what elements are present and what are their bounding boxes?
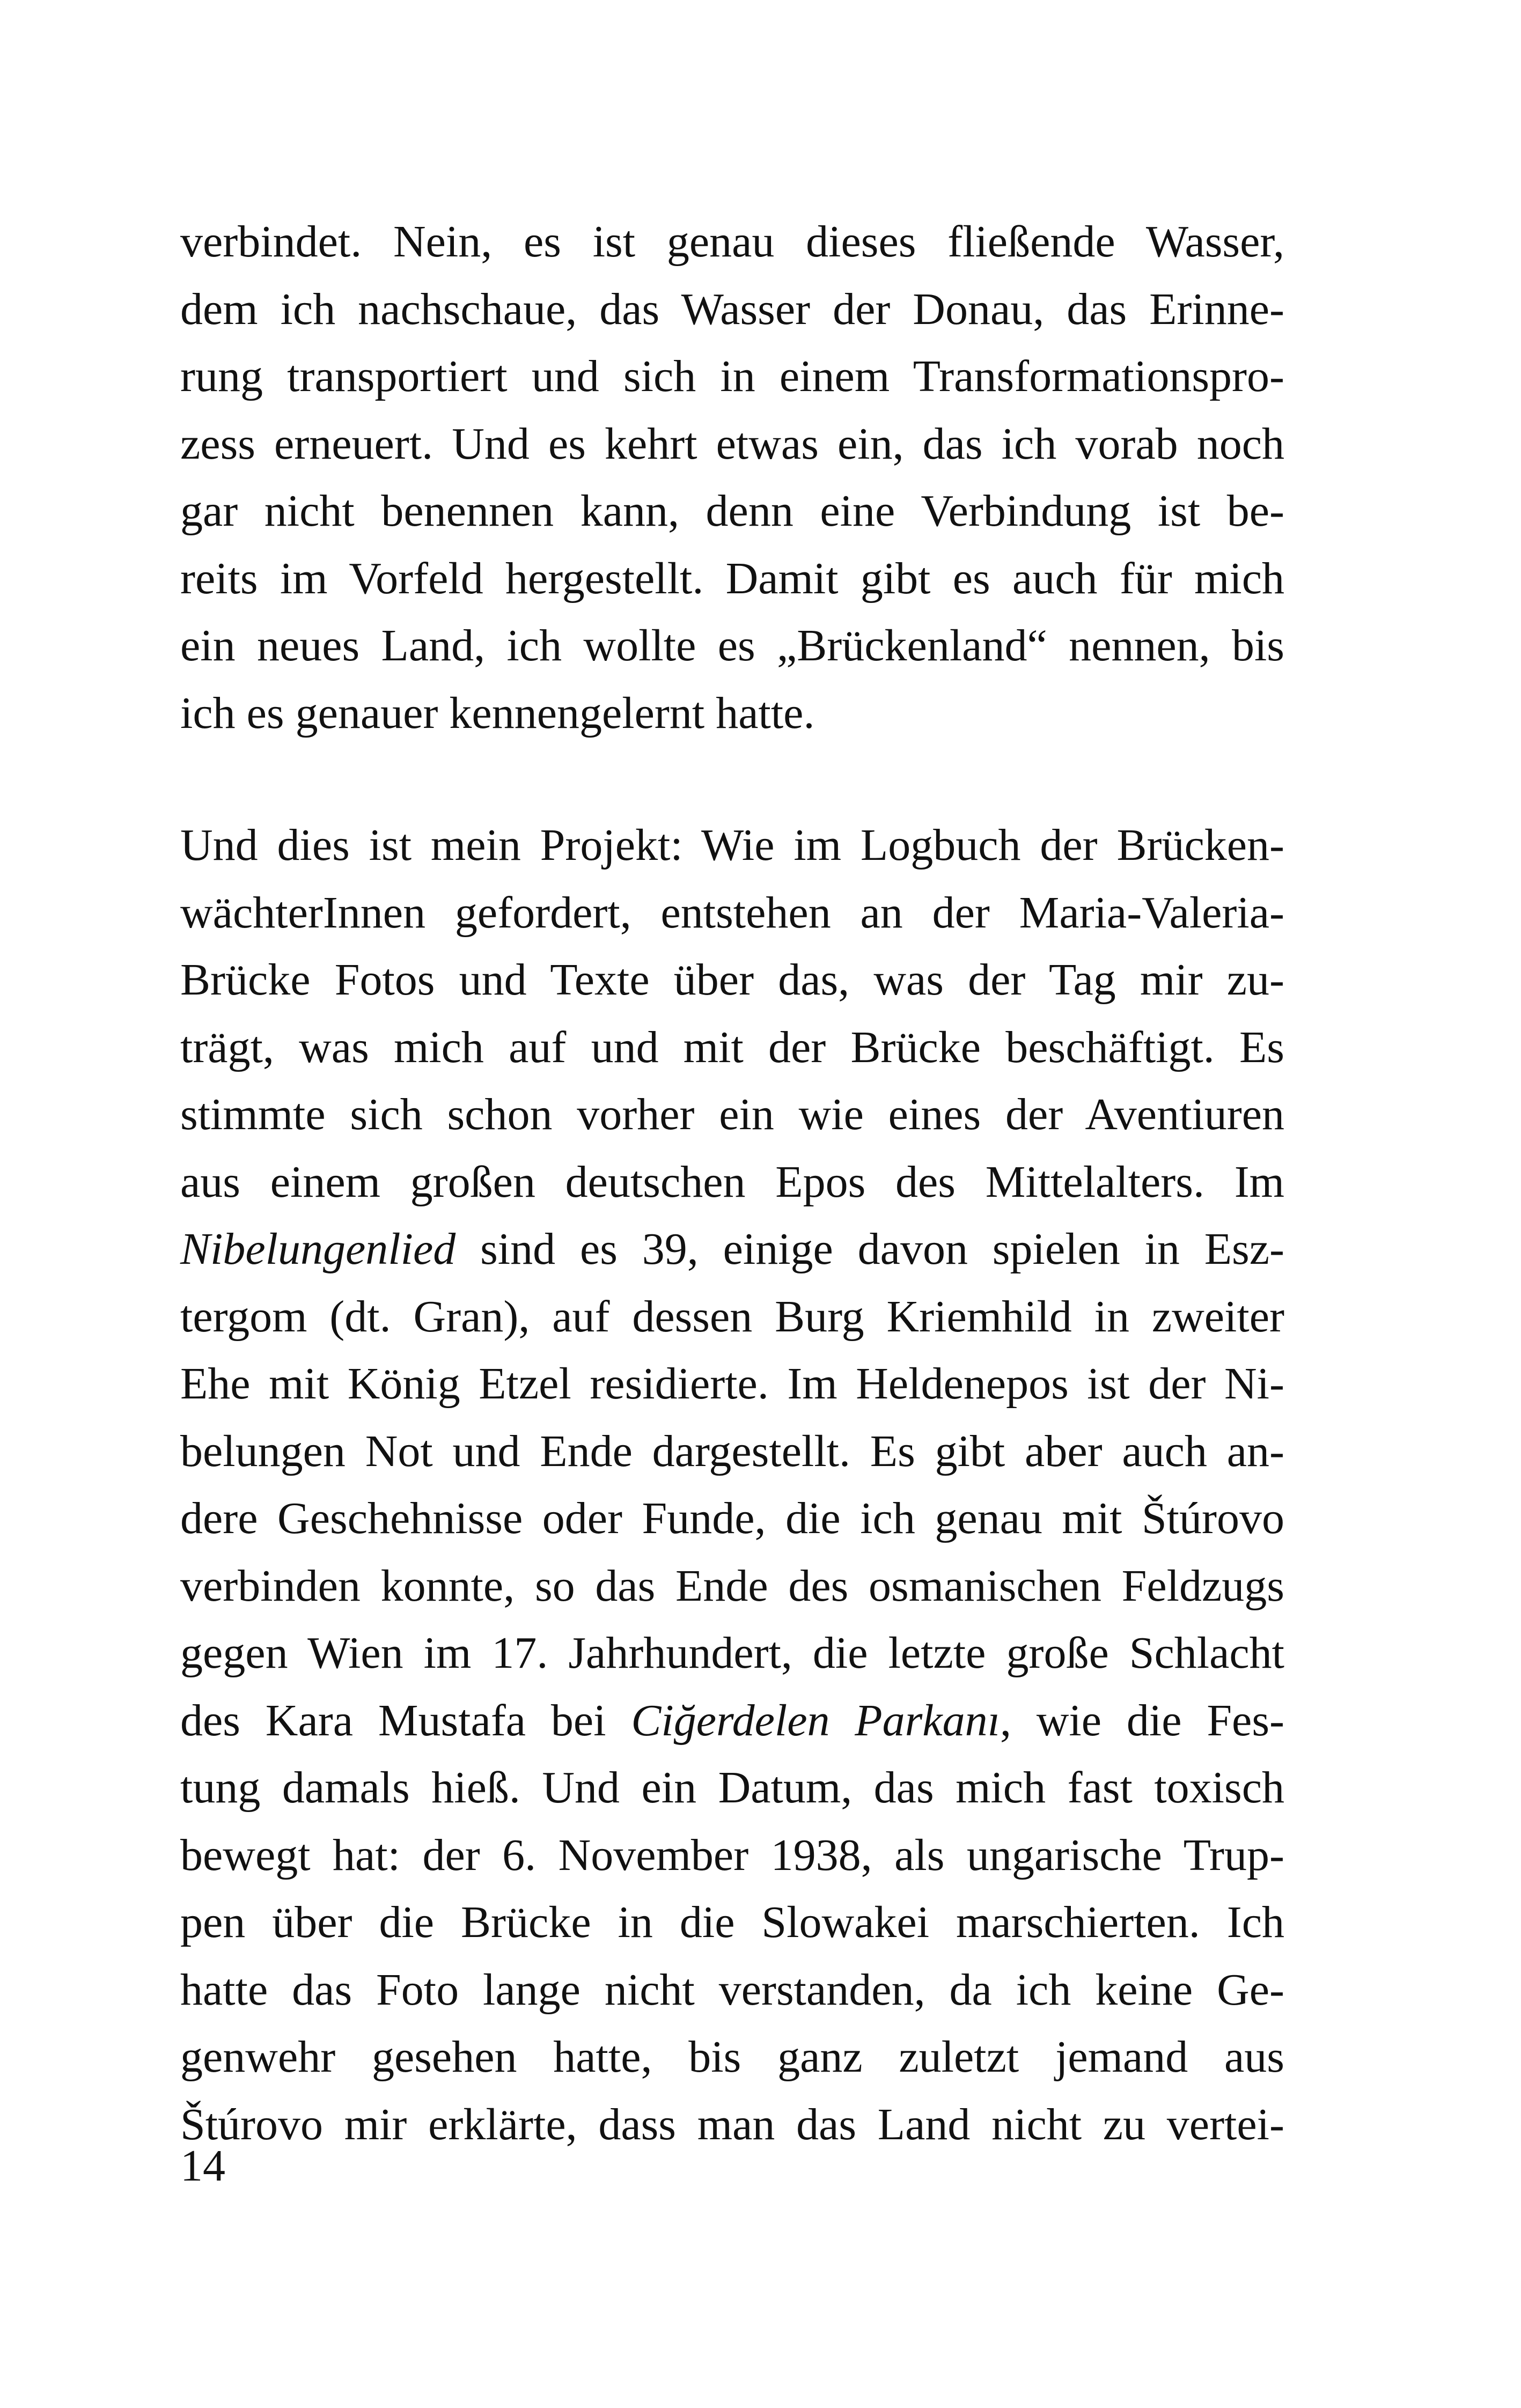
text-line: ein neues Land, ich wollte es „Brückenland“ nennen, bis — [180, 621, 1284, 671]
text-line: verbinden konnte, so das Ende des osmanischen Feldzugs — [180, 1560, 1284, 1611]
text-line: belungen Not und Ende dargestellt. Es gibt aber auch an- — [180, 1426, 1284, 1476]
text-fragment: sind es 39, einige davon spielen in Esz- — [455, 1224, 1284, 1274]
text-line: stimmte sich schon vorher ein wie eines der Aventiuren — [180, 1089, 1284, 1139]
text-line: wächterInnen gefordert, entstehen an der Maria-Valeria- — [180, 887, 1284, 938]
text-line: trägt, was mich auf und mit der Brücke beschäftigt. Es — [180, 1022, 1284, 1072]
text-line: hatte das Foto lange nicht verstanden, da ich keine Ge- — [180, 1964, 1284, 2015]
text-line: dem ich nachschaue, das Wasser der Donau, das Erinne- — [180, 284, 1284, 334]
text-line: Štúrovo mir erklärte, dass man das Land nicht zu vertei- — [180, 2099, 1284, 2149]
text-line: genwehr gesehen hatte, bis ganz zuletzt jemand aus — [180, 2032, 1284, 2082]
text-line: Und dies ist mein Projekt: Wie im Logbuch der Brücken- — [180, 820, 1284, 870]
text-line: ich es genauer kennengelernt hatte. — [180, 688, 815, 738]
text-line: tergom (dt. Gran), auf dessen Burg Kriemhild in zweiter — [180, 1291, 1284, 1342]
paragraph-2 — [180, 812, 1284, 2158]
text-line: aus einem großen deutschen Epos des Mittelalters. Im — [180, 1157, 1284, 1207]
text-line: Brücke Fotos und Texte über das, was der Tag mir zu- — [180, 955, 1284, 1005]
text-line: tung damals hieß. Und ein Datum, das mich fast toxisch — [180, 1763, 1284, 1813]
text-line: gar nicht benennen kann, denn eine Verbindung ist be- — [180, 486, 1284, 536]
text-fragment: , wie die Fes- — [1000, 1695, 1284, 1746]
text-line: reits im Vorfeld hergestellt. Damit gibt es auch für mich — [180, 553, 1284, 603]
text-line: bewegt hat: der 6. November 1938, als ungarische Trup- — [180, 1830, 1284, 1880]
text-line: rung transportiert und sich in einem Transformationspro- — [180, 351, 1284, 401]
paragraph-1 — [180, 208, 1284, 747]
text-line: verbindet. Nein, es ist genau dieses fließende Wasser, — [180, 217, 1284, 267]
italic-place-name: Ciğerdelen Parkanı — [631, 1695, 1000, 1746]
text-line — [180, 1687, 1284, 1755]
text-line: pen über die Brücke in die Slowakei marschierten. Ich — [180, 1897, 1284, 1947]
page-number: 14 — [180, 2141, 225, 2191]
text-fragment: des Kara Mustafa bei — [180, 1695, 631, 1746]
italic-title: Nibelungenlied — [180, 1224, 456, 1274]
text-line: zess erneuert. Und es kehrt etwas ein, das ich vorab noch — [180, 418, 1284, 469]
text-line: gegen Wien im 17. Jahrhundert, die letzte große Schlacht — [180, 1628, 1284, 1678]
text-line — [180, 1216, 1284, 1283]
text-line: dere Geschehnisse oder Funde, die ich genau mit Štúrovo — [180, 1493, 1284, 1543]
text-line: Ehe mit König Etzel residierte. Im Heldenepos ist der Ni- — [180, 1359, 1284, 1409]
